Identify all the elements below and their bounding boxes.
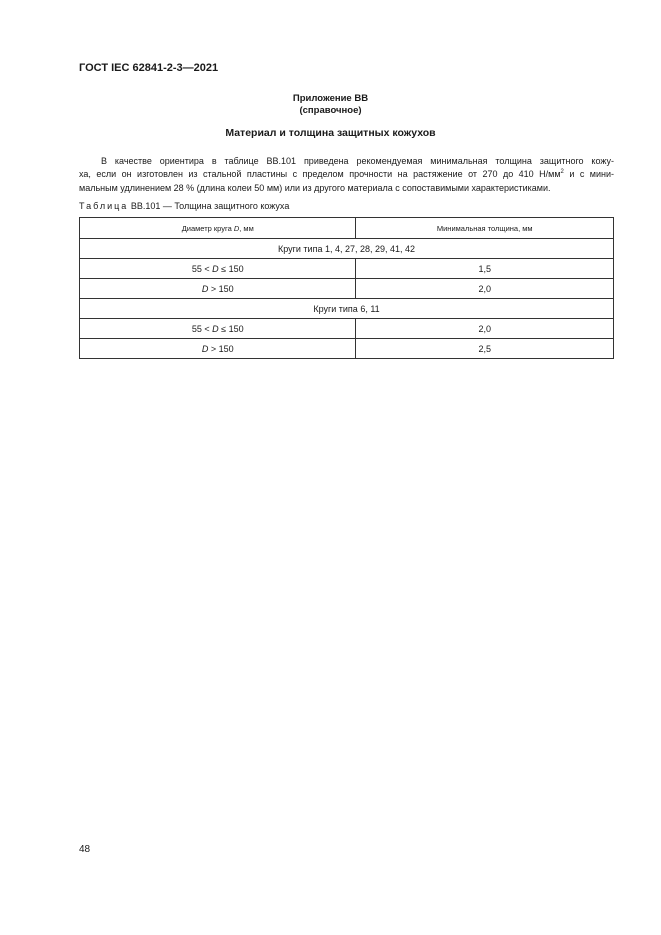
header-diameter: Диаметр круга D, мм (80, 218, 356, 239)
table-caption-prefix: Таблица (79, 201, 129, 211)
diameter-cell: D > 150 (80, 279, 356, 299)
paragraph-line-2a: ха, если он изготовлен из стальной пластины с пределом прочности на растяжение от 270 до 410 Н/мм (79, 169, 561, 180)
table-row (80, 339, 614, 359)
paragraph-line-2b: и с мини- (563, 169, 614, 180)
document-header: ГОСТ IEC 62841-2-3—2021 (79, 62, 219, 74)
section-title: Материал и толщина защитных кожухов (225, 127, 436, 139)
diameter-cell: D > 150 (80, 339, 356, 359)
thickness-table (79, 217, 614, 359)
paragraph-line-1: В качестве ориентира в таблице ВВ.101 приведена рекомендуемая минимальная толщина защитного кожу- (101, 156, 614, 166)
annex-heading (0, 93, 661, 117)
body-paragraph (79, 155, 614, 195)
thickness-cell: 2,0 (356, 319, 614, 339)
header-min-thickness: Минимальная толщина, мм (356, 218, 614, 239)
table-row (80, 279, 614, 299)
annex-status: (справочное) (299, 105, 362, 116)
table-caption-text: ВВ.101 — Толщина защитного кожуха (130, 201, 290, 211)
annex-title: Приложение ВВ (292, 93, 369, 104)
group-title: Круги типа 1, 4, 27, 28, 29, 41, 42 (80, 239, 614, 259)
table-caption (79, 201, 289, 211)
table-header-row (80, 218, 614, 239)
thickness-cell: 1,5 (356, 259, 614, 279)
table-row (80, 319, 614, 339)
thickness-cell: 2,5 (356, 339, 614, 359)
table-body (80, 239, 614, 359)
diameter-cell: 55 < D ≤ 150 (80, 319, 356, 339)
table-group-row (80, 299, 614, 319)
group-title: Круги типа 6, 11 (80, 299, 614, 319)
paragraph-line-2 (79, 168, 614, 181)
superscript-2: 2 (560, 169, 564, 176)
paragraph-line-3: мальным удлинением 28 % (длина колеи 50 мм) или из другого материала с сопоставимыми характеристиками. (79, 182, 551, 193)
page-number: 48 (79, 844, 91, 855)
diameter-cell: 55 < D ≤ 150 (80, 259, 356, 279)
table-row (80, 259, 614, 279)
table-group-row (80, 239, 614, 259)
thickness-cell: 2,0 (356, 279, 614, 299)
